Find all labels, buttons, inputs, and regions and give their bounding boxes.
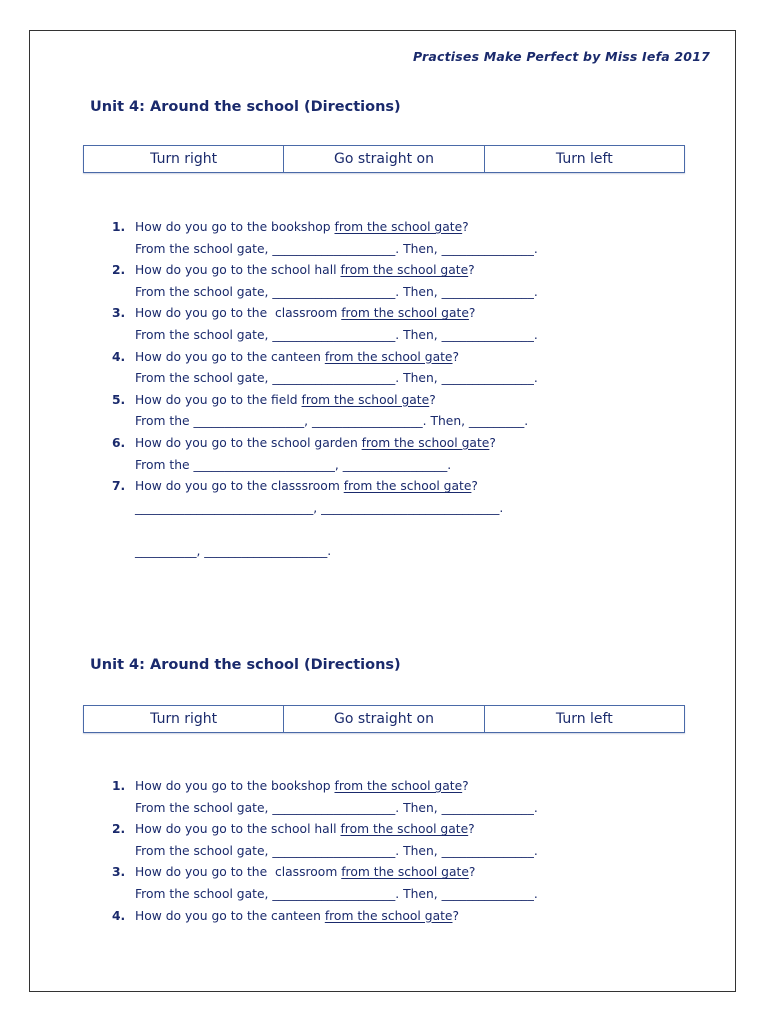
question-number: 2.	[112, 822, 126, 837]
answer-blank-line: From the school gate, ____________________. Then, _______________.	[135, 241, 538, 256]
question-number: 1.	[112, 779, 126, 793]
direction-turn-left: Turn left	[555, 151, 613, 167]
answer-blank-line: From the school gate, ____________________. Then, _______________.	[135, 800, 538, 815]
direction-turn-left: Turn left	[555, 711, 613, 727]
question-underlined-phrase: from the school gate	[340, 822, 469, 837]
section-2-title: Unit 4: Around the school (Directions)	[90, 657, 401, 673]
question-item	[112, 217, 692, 260]
question-text: How do you go to the bookshop from the school gate?	[135, 779, 469, 793]
question-number: 5.	[112, 392, 126, 407]
question-underlined-phrase: from the school gate	[324, 908, 453, 923]
question-text: How do you go to the field from the school gate?	[135, 392, 436, 407]
section-1-title: Unit 4: Around the school (Directions)	[90, 99, 401, 115]
direction-go-straight: Go straight on	[284, 706, 484, 732]
question-text: How do you go to the school hall from the school gate?	[135, 822, 475, 837]
question-underlined-phrase: from the school gate	[343, 479, 472, 494]
question-item	[112, 476, 692, 563]
question-text: How do you go to the classroom from the school gate?	[135, 306, 476, 321]
question-item	[112, 347, 692, 390]
answer-blank-line: From the _______________________, _________________.	[135, 457, 452, 472]
question-number: 7.	[112, 479, 126, 494]
question-underlined-phrase: from the school gate	[324, 349, 453, 364]
question-item	[112, 906, 692, 928]
section-1-directions-table	[83, 145, 685, 173]
section-2-directions-table	[83, 705, 685, 733]
question-text: How do you go to the canteen from the school gate?	[135, 908, 460, 923]
question-text: How do you go to the canteen from the school gate?	[135, 349, 460, 364]
question-text: How do you go to the school hall from the school gate?	[135, 263, 475, 278]
question-number: 4.	[112, 349, 126, 364]
section-1-question-list	[112, 217, 692, 563]
question-underlined-phrase: from the school gate	[301, 392, 430, 407]
answer-blank-line: From the school gate, ____________________. Then, _______________.	[135, 371, 538, 386]
question-item	[112, 819, 692, 862]
question-item	[112, 433, 692, 476]
question-item	[112, 260, 692, 303]
answer-blank-line: From the school gate, ____________________. Then, _______________.	[135, 284, 538, 299]
credit-line: Practises Make Perfect by Miss Iefa 2017	[413, 49, 710, 64]
question-underlined-phrase: from the school gate	[341, 865, 469, 880]
question-item	[112, 862, 692, 905]
answer-blank-line: From the school gate, ____________________. Then, _______________.	[135, 886, 538, 901]
question-underlined-phrase: from the school gate	[341, 306, 469, 321]
direction-turn-right: Turn right	[84, 146, 284, 172]
answer-blank-line: From the school gate, ____________________. Then, _______________.	[135, 843, 538, 858]
question-text: How do you go to the classroom from the school gate?	[135, 865, 476, 880]
question-text: How do you go to the school garden from the school gate?	[135, 435, 496, 450]
question-underlined-phrase: from the school gate	[334, 779, 463, 793]
question-number: 6.	[112, 435, 126, 450]
answer-blank-line: From the __________________, __________________. Then, _________.	[135, 414, 529, 429]
answer-blank-line: _____________________________, _____________________________.	[135, 500, 504, 515]
answer-blank-line: From the school gate, ____________________. Then, _______________.	[135, 327, 538, 342]
question-number: 3.	[112, 306, 126, 321]
question-item	[112, 303, 692, 346]
question-text: How do you go to the bookshop from the school gate?	[135, 220, 469, 234]
question-underlined-phrase: from the school gate	[334, 220, 463, 234]
answer-blank-line: __________, ____________________.	[135, 544, 332, 559]
question-item	[112, 390, 692, 433]
direction-go-straight: Go straight on	[284, 146, 484, 172]
question-number: 2.	[112, 263, 126, 278]
section-2-question-list	[112, 776, 692, 927]
question-number: 4.	[112, 908, 126, 923]
question-number: 3.	[112, 865, 126, 880]
direction-turn-right: Turn right	[84, 706, 284, 732]
question-item	[112, 776, 692, 819]
question-text: How do you go to the classsroom from the school gate?	[135, 479, 478, 494]
question-number: 1.	[112, 220, 126, 234]
question-underlined-phrase: from the school gate	[361, 435, 490, 450]
question-underlined-phrase: from the school gate	[340, 263, 469, 278]
